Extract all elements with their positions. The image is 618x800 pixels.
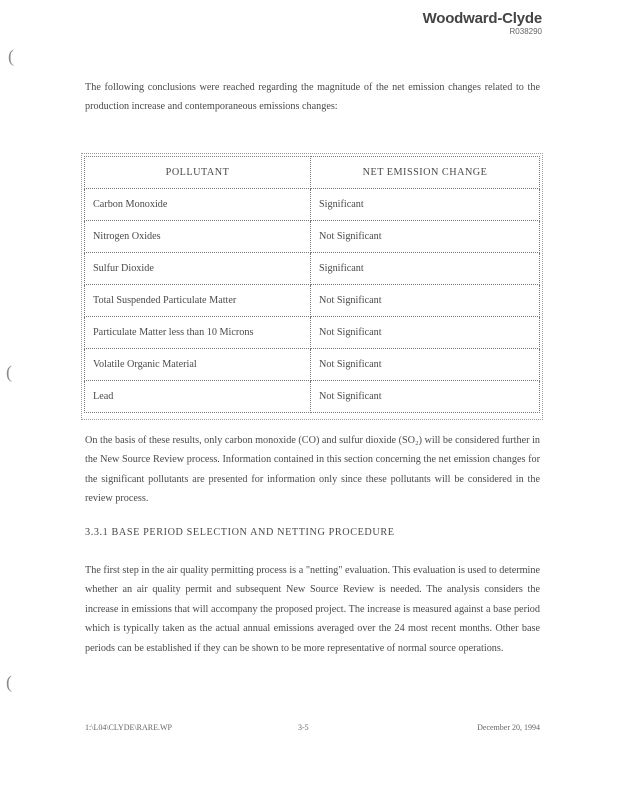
table-header-row — [85, 157, 540, 189]
pollutant-table — [84, 156, 540, 413]
change-cell: Not Significant — [311, 285, 540, 317]
footer-page-number: 3-5 — [298, 723, 309, 732]
pollutant-cell: Particulate Matter less than 10 Microns — [85, 317, 311, 349]
pollutant-cell: Volatile Organic Material — [85, 349, 311, 381]
basis-paragraph: On the basis of these results, only carbon monoxide (CO) and sulfur dioxide (SO₂) will be considered further in the New Source Review process. Information contained in this section concerning the net emission changes for the significant pollutants are presented for information only since these pollutants will be considered in the review process. — [85, 435, 540, 505]
section-heading: 3.3.1 BASE PERIOD SELECTION AND NETTING PROCEDURE — [85, 527, 395, 538]
change-cell: Significant — [311, 253, 540, 285]
table-row — [85, 221, 540, 253]
table-row — [85, 189, 540, 221]
company-header — [423, 10, 542, 36]
table-row — [85, 381, 540, 413]
pollutant-cell: Nitrogen Oxides — [85, 221, 311, 253]
table-row — [85, 317, 540, 349]
table-row — [85, 285, 540, 317]
footer-file-path: 1:\L04\CLYDE\RARE.WP — [85, 723, 172, 732]
table-row — [85, 349, 540, 381]
pollutant-cell: Total Suspended Particulate Matter — [85, 285, 311, 317]
table-row — [85, 253, 540, 285]
netting-paragraph: The first step in the air quality permitting process is a "netting" evaluation. This evaluation is used to determine whether an air quality permit and subsequent New Source Review is needed. The analysis considers the increase in emissions that will accompany the proposed project. The increase is measured against a base period which is typically taken as the actual annual emissions averaged over the 24 most recent months. Other base periods can be established if they can be shown to be more representative of normal source operations. — [85, 565, 540, 654]
change-cell: Not Significant — [311, 221, 540, 253]
binding-mark-middle: ( — [6, 362, 12, 382]
binding-mark-top: ( — [8, 46, 14, 66]
company-name: Woodward-Clyde — [422, 10, 542, 27]
footer-date: December 20, 1994 — [477, 723, 540, 732]
change-cell: Not Significant — [311, 317, 540, 349]
change-cell: Not Significant — [311, 349, 540, 381]
binding-mark-bottom: ( — [6, 672, 12, 692]
pollutant-cell: Sulfur Dioxide — [85, 253, 311, 285]
header-net-emission-change: NET EMISSION CHANGE — [311, 157, 540, 189]
pollutant-cell: Carbon Monoxide — [85, 189, 311, 221]
header-pollutant: POLLUTANT — [85, 157, 311, 189]
intro-paragraph: The following conclusions were reached regarding the magnitude of the net emission changes related to the production increase and contemporaneous emissions changes: — [85, 82, 540, 113]
change-cell: Not Significant — [311, 381, 540, 413]
pollutant-cell: Lead — [85, 381, 311, 413]
change-cell: Significant — [311, 189, 540, 221]
document-code: R038290 — [509, 27, 542, 36]
